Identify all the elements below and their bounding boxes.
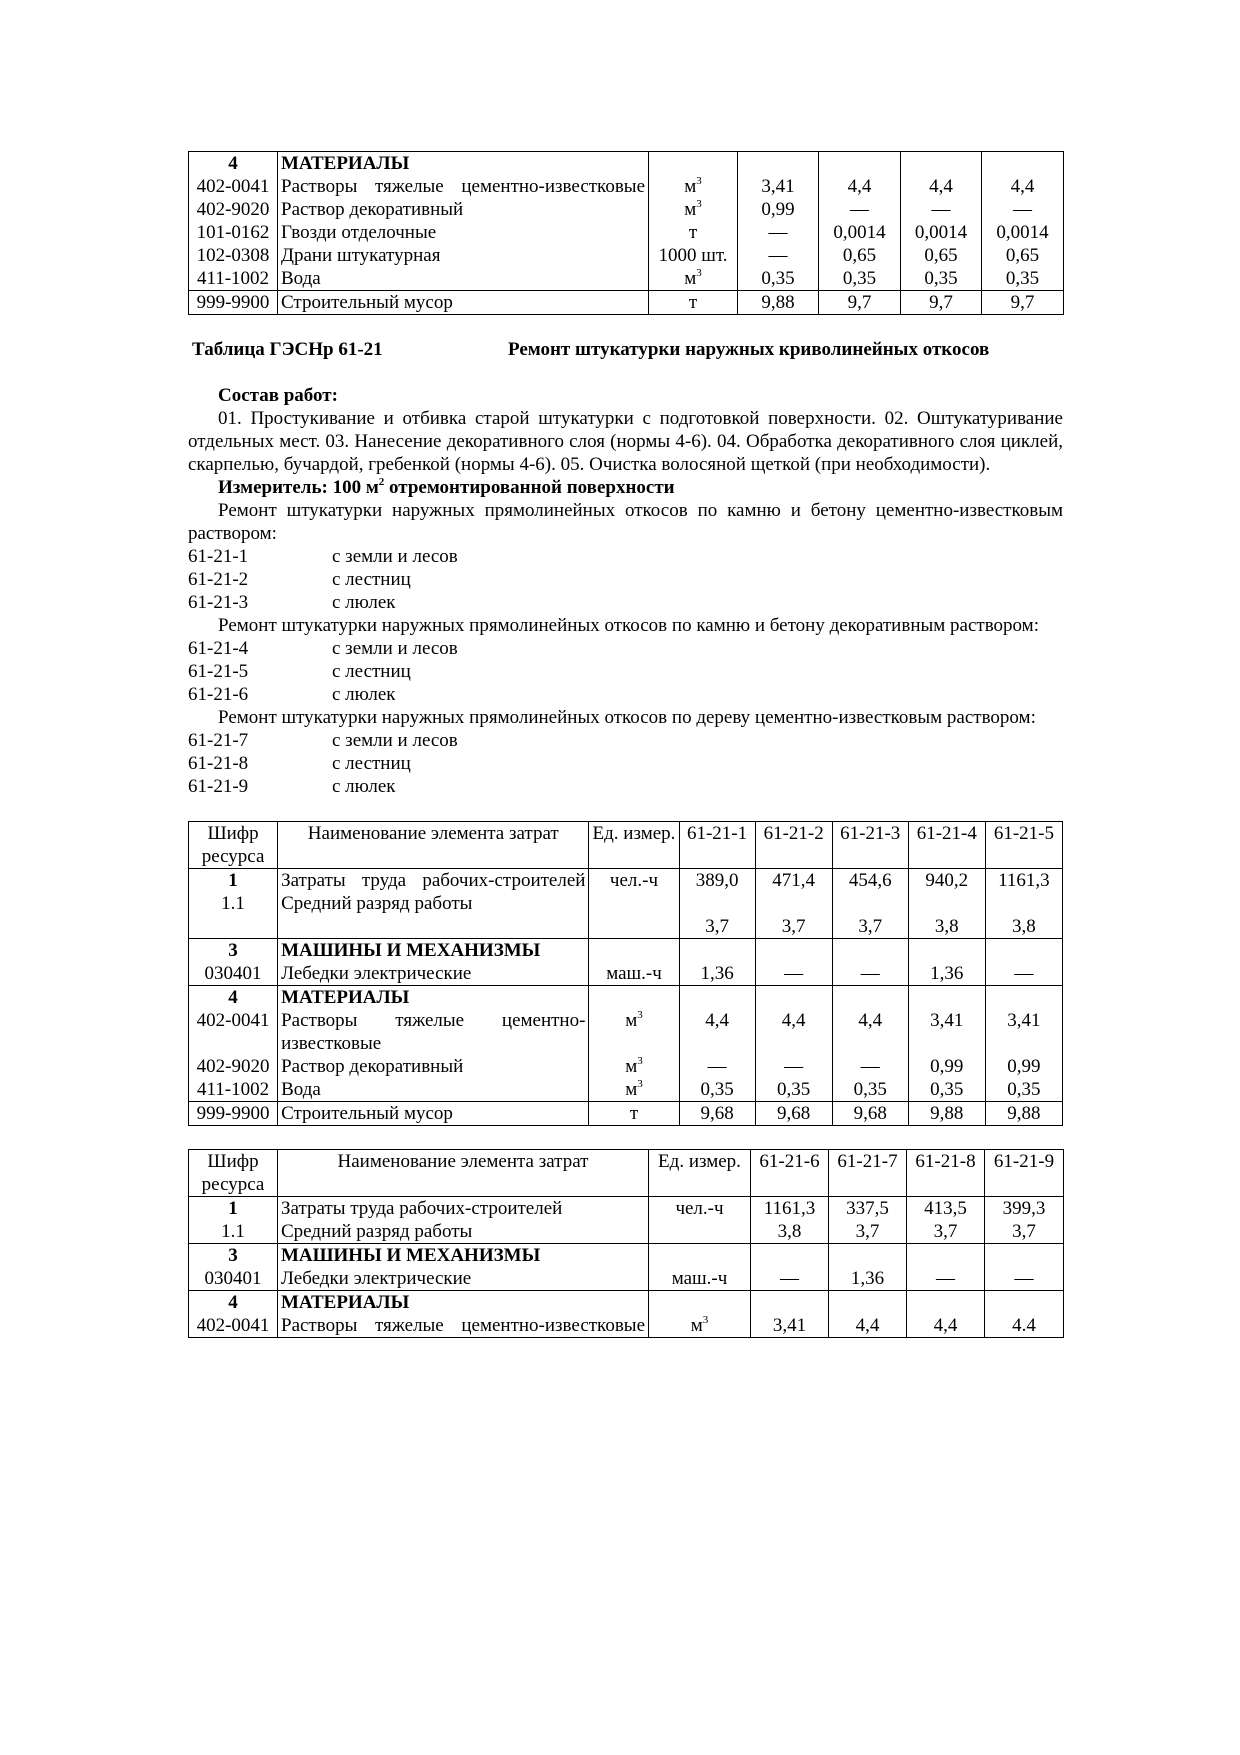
value-cell: 0,35 <box>819 267 901 291</box>
empty-cell <box>755 986 832 1010</box>
norm-description: с лестниц <box>332 753 411 774</box>
empty-cell <box>751 1244 829 1268</box>
empty-cell <box>751 1291 829 1315</box>
value-cell: 4,4 <box>755 1009 832 1055</box>
empty-cell <box>985 939 1062 963</box>
header-cell: Шифр ресурса <box>189 1150 278 1197</box>
value-cell: 337,5 <box>829 1197 907 1221</box>
resource-code: 1 <box>189 1197 278 1221</box>
value-cell: — <box>832 962 908 986</box>
header-cell: 61-21-4 <box>908 822 985 869</box>
empty-cell <box>829 1291 907 1315</box>
norm-description: с лестниц <box>332 661 411 682</box>
resource-code: 402-0041 <box>189 175 278 198</box>
header-cell: Наименование элемента затрат <box>278 1150 649 1197</box>
value-cell: 3,41 <box>751 1314 829 1338</box>
unit-cell <box>589 892 679 939</box>
element-name: МАШИНЫ И МЕХАНИЗМЫ <box>278 939 589 963</box>
norm-item <box>188 591 1063 614</box>
element-name: Раствор декоративный <box>278 1055 589 1078</box>
unit-cell: $м^3$ <box>649 198 738 221</box>
norm-code: 61-21-6 <box>188 684 249 705</box>
value-cell: 4,4 <box>819 175 901 198</box>
norm-groups <box>188 499 1063 798</box>
table-row <box>189 986 1063 1010</box>
norm-item <box>188 752 1063 775</box>
element-name: Драни штукатурная <box>278 244 649 267</box>
header-cell: 61-21-6 <box>751 1150 829 1197</box>
value-cell: 1,36 <box>679 962 755 986</box>
value-cell: 4,4 <box>832 1009 908 1055</box>
value-cell: 0,35 <box>832 1078 908 1102</box>
document-page <box>188 151 1063 1338</box>
value-cell: 4,4 <box>679 1009 755 1055</box>
value-cell: 3,7 <box>679 892 755 939</box>
empty-cell <box>649 1244 751 1268</box>
resource-code: 402-9020 <box>189 198 278 221</box>
table-header-row <box>189 1150 1064 1197</box>
norm-description: с земли и лесов <box>332 638 458 659</box>
empty-cell <box>907 1291 985 1315</box>
empty-cell <box>832 986 908 1010</box>
value-cell: — <box>755 962 832 986</box>
table-row <box>189 198 1064 221</box>
value-cell: 3,8 <box>751 1220 829 1244</box>
norm-item <box>188 775 1063 798</box>
resource-code: 101-0162 <box>189 221 278 244</box>
value-cell: — <box>738 221 819 244</box>
value-cell: — <box>901 198 982 221</box>
norm-item <box>188 729 1063 752</box>
empty-cell <box>819 152 901 176</box>
unit-cell: $м^3$ <box>589 1055 679 1078</box>
header-cell: 61-21-7 <box>829 1150 907 1197</box>
value-cell: 3,7 <box>985 1220 1064 1244</box>
element-name: МАТЕРИАЛЫ <box>278 1291 649 1315</box>
resource-table-continued <box>188 151 1064 315</box>
resource-code: 1.1 <box>189 1220 278 1244</box>
value-cell: 0,65 <box>901 244 982 267</box>
norm-code: 61-21-2 <box>188 569 249 590</box>
value-cell: — <box>985 1267 1064 1291</box>
resource-code: 3 <box>189 1244 278 1268</box>
value-cell: 454,6 <box>832 869 908 893</box>
table-row <box>189 152 1064 176</box>
element-name: Средний разряд работы <box>278 1220 649 1244</box>
empty-cell <box>985 1244 1064 1268</box>
element-name: Средний разряд работы <box>278 892 589 939</box>
empty-cell <box>908 986 985 1010</box>
value-cell: 0,65 <box>982 244 1064 267</box>
resource-code: 4 <box>189 1291 278 1315</box>
table-row <box>189 1102 1063 1126</box>
table-row <box>189 1009 1063 1055</box>
empty-cell <box>901 152 982 176</box>
header-cell: Шифр ресурса <box>189 822 278 869</box>
table-row <box>189 869 1063 893</box>
table-body <box>189 822 1063 1126</box>
unit-cell: маш.-ч <box>649 1267 751 1291</box>
table-row <box>189 221 1064 244</box>
value-cell: 399,3 <box>985 1197 1064 1221</box>
unit-cell: $м^3$ <box>649 175 738 198</box>
table-row <box>189 1291 1064 1315</box>
resource-code: 4 <box>189 152 278 176</box>
value-cell: 3,7 <box>907 1220 985 1244</box>
table-body <box>189 1150 1064 1338</box>
value-cell: 3,8 <box>908 892 985 939</box>
value-cell: — <box>907 1267 985 1291</box>
value-cell: 9,68 <box>832 1102 908 1126</box>
value-cell: 0,0014 <box>901 221 982 244</box>
resource-code: 402-0041 <box>189 1009 278 1055</box>
table-header-row <box>189 822 1063 869</box>
resource-code: 3 <box>189 939 278 963</box>
empty-cell <box>908 939 985 963</box>
norm-code: 61-21-4 <box>188 638 249 659</box>
element-name: Лебедки электрические <box>278 962 589 986</box>
value-cell: — <box>679 1055 755 1078</box>
table-row <box>189 1220 1064 1244</box>
header-cell: 61-21-8 <box>907 1150 985 1197</box>
value-cell: 0,35 <box>908 1078 985 1102</box>
empty-cell <box>649 152 738 176</box>
measurement-unit: Измеритель: 100 $м^2$ отремонтированной поверхности <box>218 475 675 498</box>
value-cell: 3,41 <box>738 175 819 198</box>
value-cell: 1161,3 <box>985 869 1062 893</box>
value-cell: 0,35 <box>738 267 819 291</box>
resource-code: 1.1 <box>189 892 278 939</box>
element-name: Строительный мусор <box>278 291 649 315</box>
element-name: Затраты труда рабочих-строителей <box>278 1197 649 1221</box>
resource-code: 402-0041 <box>189 1314 278 1338</box>
resource-code: 030401 <box>189 1267 278 1291</box>
value-cell: 0,35 <box>982 267 1064 291</box>
norm-code: 61-21-9 <box>188 776 249 797</box>
element-name: МАТЕРИАЛЫ <box>278 152 649 176</box>
element-name: МАШИНЫ И МЕХАНИЗМЫ <box>278 1244 649 1268</box>
header-cell: 61-21-5 <box>985 822 1062 869</box>
unit-cell: $м^3$ <box>589 1009 679 1055</box>
value-cell: 0,0014 <box>982 221 1064 244</box>
value-cell: 0,35 <box>679 1078 755 1102</box>
norm-code: 61-21-3 <box>188 592 249 613</box>
value-cell: 1,36 <box>829 1267 907 1291</box>
value-cell: 9,88 <box>908 1102 985 1126</box>
value-cell: 0,35 <box>901 267 982 291</box>
value-cell: 0,65 <box>819 244 901 267</box>
norm-description: с люлек <box>332 776 396 797</box>
value-cell: 0,35 <box>755 1078 832 1102</box>
work-composition-text: 01. Простукивание и отбивка старой штукатурки с подготовкой поверхности. 02. Оштукатуривание отдельных мест. 03. Нанесение декоративного слоя (нормы 4-6). 04. Обработка декоративного слоя циклей, скарпелью, бучардой, гребенкой (нормы 4-6). 05. Очистка волосяной щеткой (при необходимости). <box>188 408 1063 475</box>
norm-item <box>188 545 1063 568</box>
value-cell: 3,7 <box>829 1220 907 1244</box>
element-name: Растворы тяжелые цементно-известковые <box>278 1009 589 1055</box>
element-name: Растворы тяжелые цементно-известковые <box>278 175 649 198</box>
header-cell: 61-21-3 <box>832 822 908 869</box>
value-cell: 4,4 <box>982 175 1064 198</box>
norm-item <box>188 637 1063 660</box>
value-cell: 9,7 <box>982 291 1064 315</box>
resource-table-61-21-1-5 <box>188 821 1063 1126</box>
value-cell: 471,4 <box>755 869 832 893</box>
resource-code: 4 <box>189 986 278 1010</box>
group-title: Ремонт штукатурки наружных прямолинейных откосов по дереву цементно-известковым раствором: <box>218 707 1036 728</box>
table-row <box>189 892 1063 939</box>
table-row <box>189 1197 1064 1221</box>
value-cell: 413,5 <box>907 1197 985 1221</box>
value-cell: 0,99 <box>908 1055 985 1078</box>
value-cell: 3,7 <box>755 892 832 939</box>
table-row <box>189 244 1064 267</box>
table-body <box>189 152 1064 315</box>
norm-item <box>188 568 1063 591</box>
unit-cell <box>649 1220 751 1244</box>
header-cell: Наименование элемента затрат <box>278 822 589 869</box>
norm-description: с лестниц <box>332 569 411 590</box>
table-row <box>189 175 1064 198</box>
header-cell: 61-21-2 <box>755 822 832 869</box>
norm-description: с земли и лесов <box>332 730 458 751</box>
value-cell: 9,88 <box>738 291 819 315</box>
empty-cell <box>679 939 755 963</box>
value-cell: 4,4 <box>907 1314 985 1338</box>
value-cell: 3,8 <box>985 892 1062 939</box>
group-title: Ремонт штукатурки наружных прямолинейных откосов по камню и бетону цементно-известковым раствором: <box>188 500 1063 544</box>
unit-cell: т <box>649 221 738 244</box>
value-cell: 4.4 <box>985 1314 1064 1338</box>
table-row <box>189 962 1063 986</box>
empty-cell <box>982 152 1064 176</box>
norm-code: 61-21-8 <box>188 753 249 774</box>
empty-cell <box>589 939 679 963</box>
header-cell: 61-21-9 <box>985 1150 1064 1197</box>
value-cell: — <box>832 1055 908 1078</box>
unit-cell: т <box>589 1102 679 1126</box>
resource-code: 030401 <box>189 962 278 986</box>
value-cell: 940,2 <box>908 869 985 893</box>
element-name: Вода <box>278 267 649 291</box>
norm-description: с люлек <box>332 684 396 705</box>
table-title-row <box>188 338 1063 361</box>
table-row <box>189 1244 1064 1268</box>
value-cell: 0,35 <box>985 1078 1062 1102</box>
group-title: Ремонт штукатурки наружных прямолинейных откосов по камню и бетону декоративным раствором: <box>218 615 1039 636</box>
value-cell: 0,99 <box>738 198 819 221</box>
value-cell: — <box>819 198 901 221</box>
value-cell: — <box>982 198 1064 221</box>
table-row <box>189 939 1063 963</box>
value-cell: 0,0014 <box>819 221 901 244</box>
empty-cell <box>649 1291 751 1315</box>
norm-code: 61-21-7 <box>188 730 249 751</box>
element-name: Гвозди отделочные <box>278 221 649 244</box>
value-cell: 3,41 <box>985 1009 1062 1055</box>
empty-cell <box>679 986 755 1010</box>
unit-cell: 1000 шт. <box>649 244 738 267</box>
value-cell: 9,7 <box>901 291 982 315</box>
resource-table-61-21-6-9 <box>188 1149 1064 1338</box>
value-cell: 4,4 <box>901 175 982 198</box>
resource-code: 102-0308 <box>189 244 278 267</box>
resource-code: 1 <box>189 869 278 893</box>
element-name: МАТЕРИАЛЫ <box>278 986 589 1010</box>
unit-cell: чел.-ч <box>589 869 679 893</box>
empty-cell <box>985 1291 1064 1315</box>
unit-cell: чел.-ч <box>649 1197 751 1221</box>
unit-cell: т <box>649 291 738 315</box>
element-name: Затраты труда рабочих-строителей <box>278 869 589 893</box>
table-row <box>189 1055 1063 1078</box>
header-cell: Ед. измер. <box>589 822 679 869</box>
empty-cell <box>829 1244 907 1268</box>
value-cell: — <box>985 962 1062 986</box>
value-cell: 1161,3 <box>751 1197 829 1221</box>
value-cell: — <box>751 1267 829 1291</box>
norm-description: с люлек <box>332 592 396 613</box>
table-row <box>189 1267 1064 1291</box>
element-name: Растворы тяжелые цементно-известковые <box>278 1314 649 1338</box>
header-cell: Ед. измер. <box>649 1150 751 1197</box>
element-name: Строительный мусор <box>278 1102 589 1126</box>
norm-item <box>188 660 1063 683</box>
value-cell: 9,68 <box>679 1102 755 1126</box>
unit-cell: $м^3$ <box>589 1078 679 1102</box>
value-cell: 0,99 <box>985 1055 1062 1078</box>
norm-item <box>188 683 1063 706</box>
value-cell: — <box>738 244 819 267</box>
value-cell: 1,36 <box>908 962 985 986</box>
norm-code: 61-21-1 <box>188 546 249 567</box>
resource-code: 411-1002 <box>189 267 278 291</box>
value-cell: 4,4 <box>829 1314 907 1338</box>
resource-code: 402-9020 <box>189 1055 278 1078</box>
value-cell: 9,68 <box>755 1102 832 1126</box>
unit-cell: $м^3$ <box>649 267 738 291</box>
table-code: Таблица ГЭСНр 61-21 <box>192 339 383 360</box>
value-cell: 9,88 <box>985 1102 1062 1126</box>
table-row <box>189 291 1064 315</box>
resource-code: 999-9900 <box>189 1102 278 1126</box>
resource-code: 411-1002 <box>189 1078 278 1102</box>
unit-cell: $м^3$ <box>649 1314 751 1338</box>
unit-cell: маш.-ч <box>589 962 679 986</box>
empty-cell <box>755 939 832 963</box>
element-name: Вода <box>278 1078 589 1102</box>
value-cell: 3,41 <box>908 1009 985 1055</box>
header-cell: 61-21-1 <box>679 822 755 869</box>
table-row <box>189 1314 1064 1338</box>
norm-code: 61-21-5 <box>188 661 249 682</box>
empty-cell <box>832 939 908 963</box>
element-name: Раствор декоративный <box>278 198 649 221</box>
value-cell: 389,0 <box>679 869 755 893</box>
work-composition-heading: Состав работ: <box>218 385 338 406</box>
empty-cell <box>738 152 819 176</box>
norm-description: с земли и лесов <box>332 546 458 567</box>
resource-code: 999-9900 <box>189 291 278 315</box>
empty-cell <box>985 986 1062 1010</box>
empty-cell <box>907 1244 985 1268</box>
table-row <box>189 267 1064 291</box>
value-cell: — <box>755 1055 832 1078</box>
value-cell: 3,7 <box>832 892 908 939</box>
empty-cell <box>589 986 679 1010</box>
table-title: Ремонт штукатурки наружных криволинейных откосов <box>508 339 990 360</box>
element-name: Лебедки электрические <box>278 1267 649 1291</box>
table-row <box>189 1078 1063 1102</box>
value-cell: 9,7 <box>819 291 901 315</box>
